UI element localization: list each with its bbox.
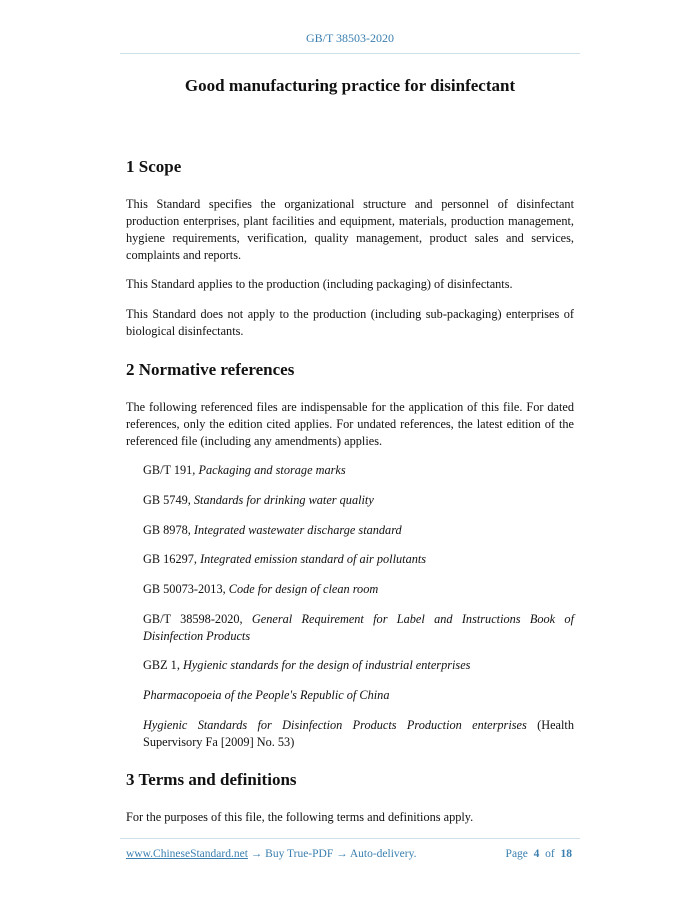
scope-para-3 (126, 306, 574, 340)
reference-item: GB 50073-2013, Code for design of clean room (143, 582, 379, 596)
page-indicator: Page 4 of 18 (505, 848, 572, 860)
header-doc-code: GB/T 38503-2020 (305, 31, 395, 45)
reference-item: GBZ 1, Hygienic standards for the design of industrial enterprises (143, 658, 471, 672)
scope-para-2 (126, 276, 574, 293)
reference-item: GB 5749, Standards for drinking water quality (143, 493, 374, 507)
scope-para-1 (126, 196, 574, 264)
terms-intro (126, 809, 574, 826)
reference-item: Hygienic Standards for Disinfection Products Production enterprises (Health Supervisory Fa [2009] No. 53) (143, 718, 574, 749)
header-divider (120, 53, 580, 54)
section-heading-scope: 1 Scope (126, 157, 182, 176)
footer-promo-text: → Buy True-PDF → Auto-delivery. (247, 848, 417, 860)
document-title: Good manufacturing practice for disinfectant (184, 76, 516, 95)
reference-item: GB/T 38598-2020, General Requirement for Label and Instructions Book of Disinfection Products (143, 612, 574, 643)
paragraph: The following referenced files are indispensable for the application of this file. For dated references, only the edition cited applies. For undated references, the latest edition of the referenced file (including any amendments) applies. (126, 400, 574, 448)
reference-item: Pharmacopoeia of the People's Republic of China (143, 688, 390, 702)
website-link[interactable]: www.ChineseStandard.net (126, 848, 248, 860)
current-page: 4 (533, 848, 540, 860)
section-heading-terms-definitions: 3 Terms and definitions (126, 770, 297, 789)
paragraph: This Standard applies to the production (including packaging) of disinfectants. (126, 277, 513, 291)
reference-item: GB/T 191, Packaging and storage marks (143, 463, 346, 477)
section-heading-normative-references: 2 Normative references (126, 360, 295, 379)
total-pages: 18 (560, 848, 572, 860)
reference-item: GB 8978, Integrated wastewater discharge standard (143, 523, 402, 537)
normative-intro (126, 399, 574, 450)
footer-divider (120, 838, 580, 839)
paragraph: This Standard does not apply to the production (including sub-packaging) enterprises of biological disinfectants. (126, 307, 574, 338)
paragraph: This Standard specifies the organizational structure and personnel of disinfectant production enterprises, plant facilities and equipment, materials, production management, hygiene requirements, verification, quality management, product sales and services, complaints and reports. (126, 197, 574, 262)
reference-item: GB 16297, Integrated emission standard of air pollutants (143, 552, 427, 566)
paragraph: For the purposes of this file, the following terms and definitions apply. (126, 810, 474, 824)
footer-promo (126, 848, 416, 860)
